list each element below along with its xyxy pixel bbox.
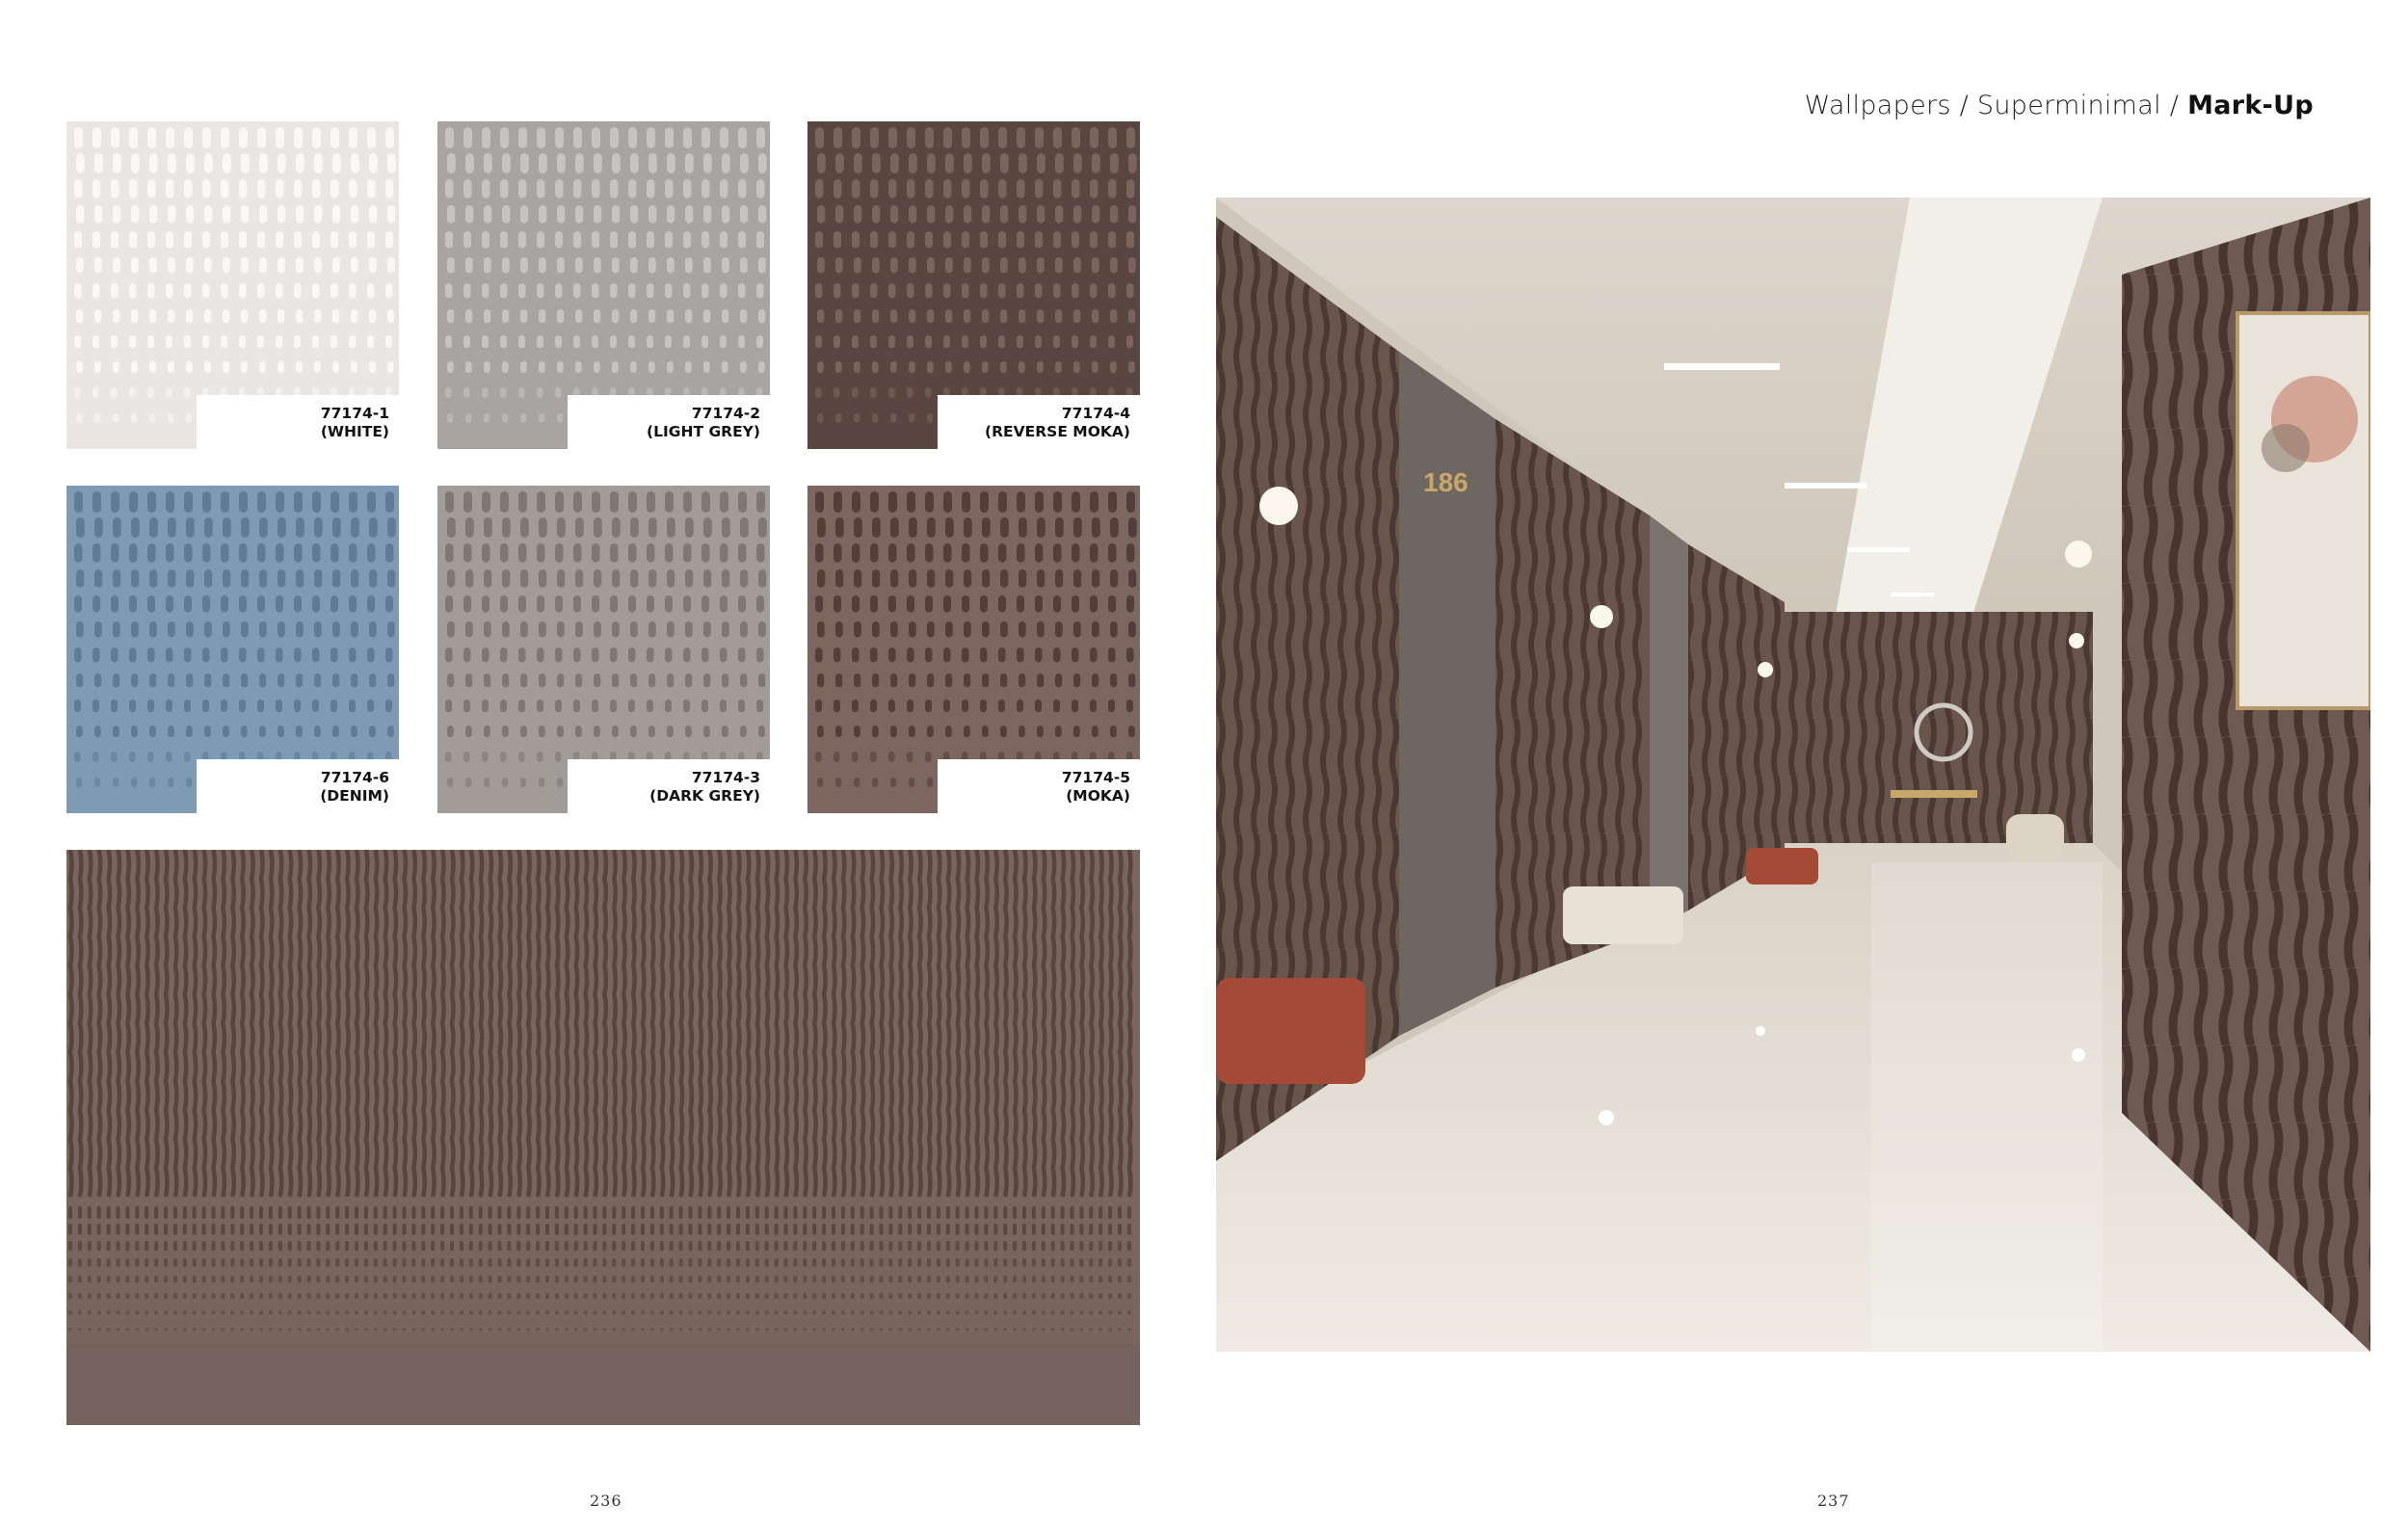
swatch-color-name: (DENIM) (320, 787, 389, 805)
pattern-detail-panel (66, 850, 1140, 1425)
swatch-color-name: (DARK GREY) (649, 787, 760, 805)
page-breadcrumb (1805, 91, 2314, 120)
hallway-illustration (1216, 198, 2370, 1352)
swatch-moka (807, 486, 1140, 813)
swatch-color-name: (WHITE) (320, 423, 389, 440)
swatch-code: 77174-1 (320, 405, 389, 422)
swatch-dark-grey (437, 486, 770, 813)
interior-hallway-photo (1216, 198, 2370, 1352)
swatch-label (568, 395, 770, 449)
swatch-label (568, 759, 770, 813)
swatch-label (197, 395, 399, 449)
swatch-color-name: (REVERSE MOKA) (985, 423, 1130, 440)
swatch-code: 77174-5 (1061, 769, 1130, 786)
swatch-code: 77174-3 (691, 769, 760, 786)
swatch-code: 77174-2 (691, 405, 760, 422)
swatch-label (938, 759, 1140, 813)
swatch-color-name: (LIGHT GREY) (647, 423, 760, 440)
swatch-denim (66, 486, 399, 813)
swatch-label (938, 395, 1140, 449)
swatch-label (197, 759, 399, 813)
pattern-detail-image (66, 850, 1140, 1425)
breadcrumb-path: Wallpapers / Superminimal / (1804, 91, 2188, 120)
breadcrumb-current: Mark-Up (2187, 91, 2314, 120)
swatch-code: 77174-4 (1061, 405, 1130, 422)
swatch-code: 77174-6 (320, 769, 389, 786)
page-number-right: 237 (1817, 1492, 1850, 1510)
page-number-left: 236 (590, 1492, 622, 1510)
swatch-reverse-moka (807, 121, 1140, 449)
swatch-white (66, 121, 399, 449)
swatch-color-name: (MOKA) (1066, 787, 1130, 805)
room-number-sign: 186 (1423, 467, 1469, 497)
swatch-light-grey (437, 121, 770, 449)
